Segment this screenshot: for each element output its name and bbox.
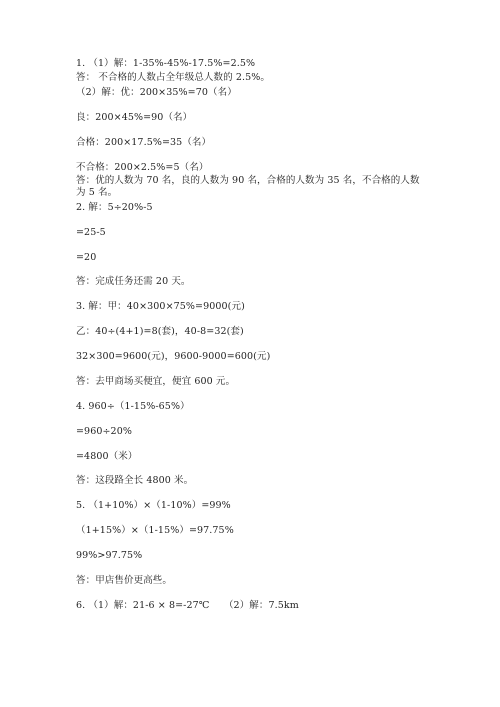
q3-answer: 答：去甲商场买便宜，便宜 600 元。 — [76, 376, 236, 387]
q3-step1: 乙：40÷(4+1)=8(套)，40-8=32(套) — [76, 326, 244, 337]
q5-step1: （1+15%）×（1-15%）=97.75% — [76, 525, 234, 536]
q1-part2-answer: 答：优的人数为 70 名，良的人数为 90 名，合格的人数为 35 名，不合格的人数为 5 名。 — [76, 175, 420, 198]
q5-answer: 答：甲店售价更高些。 — [76, 575, 173, 586]
q5-comparison: 99%>97.75% — [76, 550, 143, 561]
q2-step2: =20 — [76, 252, 97, 263]
q1-part2-excellent: （2）解：优：200×35%=70（名） — [76, 87, 237, 98]
q3-step2: 32×300=9600(元)，9600-9000=600(元) — [76, 351, 271, 362]
q4-solution: 4. 960÷（1-15%-65%） — [76, 401, 190, 412]
q2-step1: =25-5 — [76, 227, 106, 238]
q1-part1-answer: 答： 不合格的人数占全年级总人数的 2.5%。 — [76, 72, 270, 83]
q4-step1: =960÷20% — [76, 426, 132, 437]
q4-step2: =4800（米） — [76, 451, 138, 462]
q2-solution: 2. 解：5÷20%-5 — [76, 202, 153, 213]
q4-answer: 答：这段路全长 4800 米。 — [76, 475, 194, 486]
q1-part2-good: 良：200×45%=90（名） — [76, 112, 193, 123]
q6-solution: 6. （1）解：21-6 × 8=-27℃ （2）解：7.5km — [76, 600, 299, 611]
q1-part2-pass: 合格：200×17.5%=35（名） — [76, 137, 212, 148]
q1-part2-fail: 不合格：200×2.5%=5（名） — [76, 162, 209, 173]
q5-solution: 5. （1+10%）×（1-10%）=99% — [76, 500, 231, 511]
q2-answer: 答：完成任务还需 20 天。 — [76, 276, 191, 287]
q1-part1-solution: 1. （1）解：1-35%-45%-17.5%=2.5% — [76, 58, 256, 69]
q3-solution: 3. 解：甲：40×300×75%=9000(元) — [76, 301, 245, 312]
